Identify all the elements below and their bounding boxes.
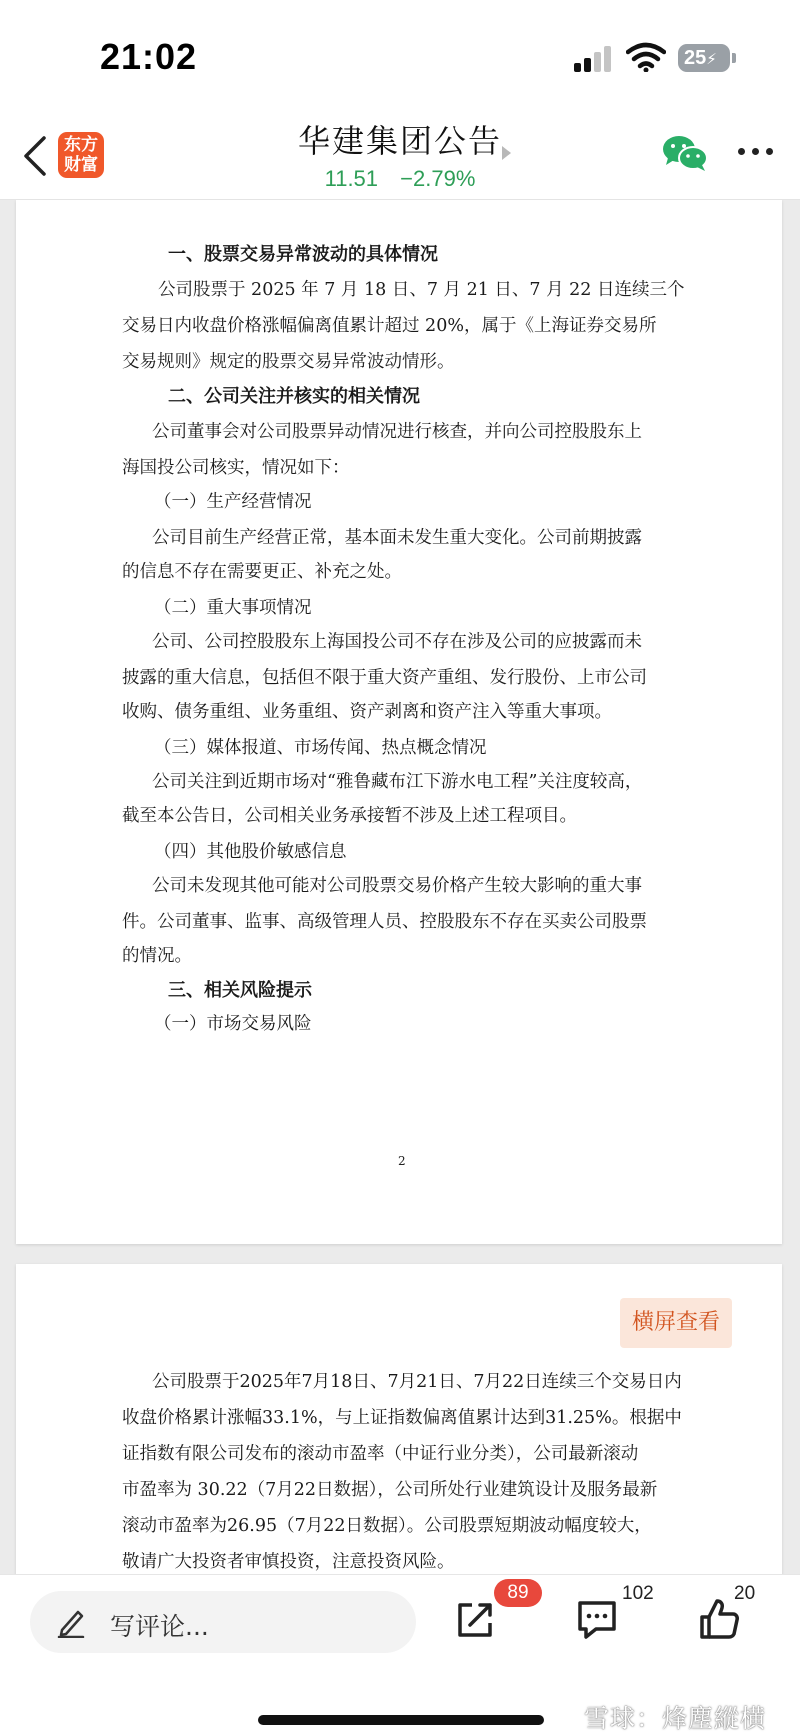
- doc-line: 公司股票于 2025 年 7 月 18 日、7 月 21 日、7 月 22 日连续三个: [158, 280, 685, 300]
- doc-line: 公司目前生产经营正常，基本面未发生重大变化。公司前期披露: [152, 528, 642, 548]
- battery-icon: 25⚡: [678, 44, 730, 72]
- doc-line: 件。公司董事、监事、高级管理人员、控股股东不存在买卖公司股票: [122, 912, 647, 932]
- bottom-bar: [0, 1574, 800, 1734]
- share-icon[interactable]: [454, 1599, 496, 1641]
- more-icon[interactable]: [736, 148, 776, 158]
- doc-line: 公司关注到近期市场对“雅鲁藏布江下游水电工程”关注度较高，: [152, 772, 643, 792]
- comment-placeholder: 写评论...: [110, 1612, 209, 1641]
- watermark: 雪球：烽塵縱横: [584, 1704, 767, 1733]
- battery-level: 25: [684, 47, 707, 69]
- doc-line: 收盘价格累计涨幅33.1%，与上证指数偏离值累计达到31.25%。根据中: [122, 1408, 682, 1428]
- comment-count: 102: [622, 1583, 654, 1604]
- like-count: 20: [734, 1583, 756, 1604]
- doc-line: 截至本公告日，公司相关业务承接暂不涉及上述工程项目。: [122, 806, 577, 826]
- doc-subheading: （三）媒体报道、市场传闻、热点概念情况: [154, 738, 487, 758]
- doc-subheading: （四）其他股价敏感信息: [154, 842, 347, 862]
- doc-line: 海国投公司核实，情况如下：: [122, 458, 350, 478]
- wifi-icon: [626, 42, 666, 72]
- doc-line: 滚动市盈率为26.95（7月22日数据）。公司股票短期波动幅度较大，: [122, 1516, 652, 1536]
- doc-heading: 二、公司关注并核实的相关情况: [168, 386, 420, 407]
- wechat-icon[interactable]: [662, 134, 708, 174]
- document-page-2: [16, 200, 782, 1244]
- status-bar: [0, 0, 800, 110]
- doc-line: 公司股票于2025年7月18日、7月21日、7月22日连续三个交易日内: [152, 1372, 682, 1392]
- status-time: 21:02: [100, 36, 198, 77]
- page-title: 华建集团公告: [297, 122, 502, 160]
- doc-subheading: （二）重大事项情况: [154, 598, 312, 618]
- landscape-view-button[interactable]: 横屏查看: [620, 1298, 732, 1348]
- doc-line: 敬请广大投资者审慎投资，注意投资风险。: [122, 1552, 455, 1572]
- battery-tip: [732, 53, 736, 63]
- play-arrow-icon: [502, 146, 511, 160]
- stock-price: 11.51: [324, 166, 379, 191]
- doc-subheading: （一）生产经营情况: [154, 492, 312, 512]
- signal-icon: [574, 46, 614, 72]
- pencil-icon: [56, 1606, 86, 1638]
- back-chevron-icon[interactable]: [20, 134, 50, 178]
- home-indicator[interactable]: [258, 1715, 544, 1725]
- logo-line1: 东方: [64, 135, 98, 155]
- doc-line: 公司董事会对公司股票异动情况进行核查，并向公司控股股东上: [152, 422, 642, 442]
- document-viewer[interactable]: [0, 200, 800, 1574]
- doc-heading: 三、相关风险提示: [168, 980, 312, 1001]
- doc-line: 交易规则》规定的股票交易异常波动情形。: [122, 352, 455, 372]
- app-logo[interactable]: [58, 132, 104, 178]
- price-row: [250, 166, 550, 192]
- share-badge: 89: [494, 1579, 542, 1607]
- doc-line: 的情况。: [122, 946, 192, 966]
- doc-line: 披露的重大信息，包括但不限于重大资产重组、发行股份、上市公司: [122, 668, 647, 688]
- logo-line2: 财富: [64, 155, 98, 175]
- comment-icon[interactable]: [576, 1599, 618, 1641]
- doc-subheading: （一）市场交易风险: [154, 1014, 312, 1034]
- doc-line: 收购、债务重组、业务重组、资产剥离和资产注入等重大事项。: [122, 702, 612, 722]
- doc-line: 公司未发现其他可能对公司股票交易价格产生较大影响的重大事: [152, 876, 642, 896]
- doc-line: 市盈率为 30.22（7月22日数据），公司所处行业建筑设计及服务最新: [122, 1480, 658, 1500]
- doc-line: 交易日内收盘价格涨幅偏离值累计超过 20%，属于《上海证券交易所: [122, 316, 657, 336]
- page-number: 2: [398, 1154, 406, 1168]
- nav-bar: [0, 110, 800, 200]
- doc-line: 公司、公司控股股东上海国投公司不存在涉及公司的应披露而未: [152, 632, 642, 652]
- doc-line: 证指数有限公司发布的滚动市盈率（中证行业分类），公司最新滚动: [122, 1444, 639, 1464]
- stock-change: −2.79%: [400, 166, 476, 191]
- comment-input[interactable]: [30, 1591, 416, 1653]
- doc-heading: 一、股票交易异常波动的具体情况: [168, 244, 438, 265]
- doc-line: 的信息不存在需要更正、补充之处。: [122, 562, 402, 582]
